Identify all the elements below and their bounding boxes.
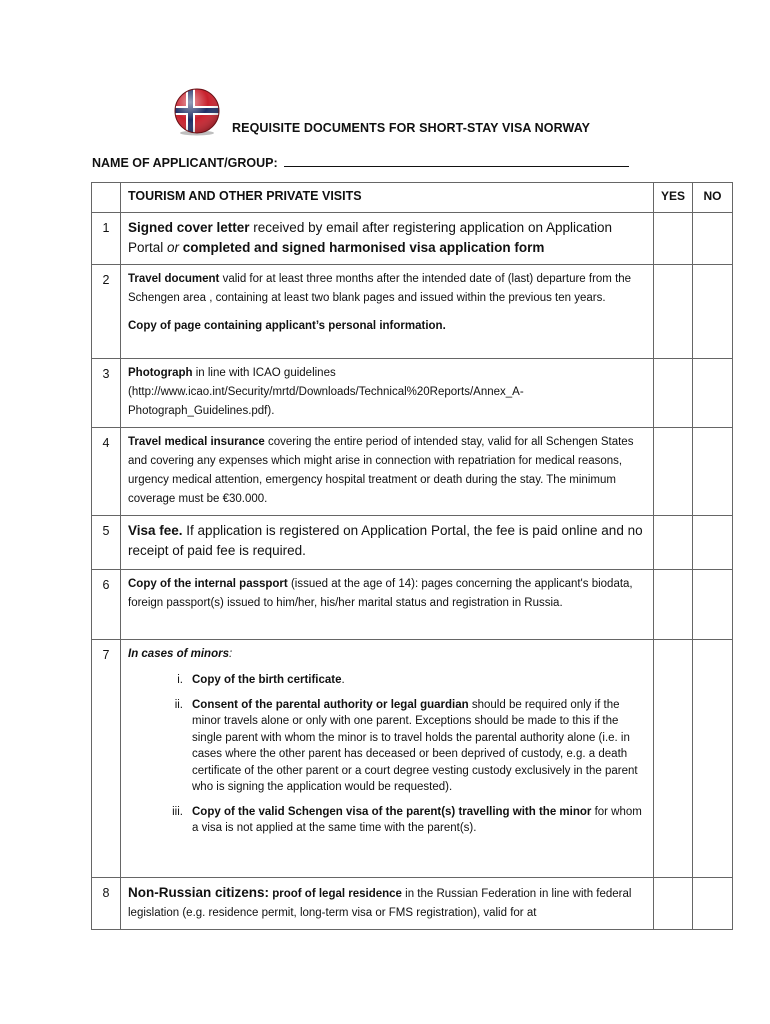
requirement-text-cell [121,516,654,570]
text-run: Consent of the parental authority or legal guardian [192,698,469,711]
text-run: Copy of the valid Schengen visa of the parent(s) travelling with the minor [192,805,592,818]
text-run: should be required only if the minor travels alone or only with one parent. Exceptions should be made to this if the single parent with whom the minor is to travel holds the parental authority alone (i.e. in cases where the other parent has deceased or been deprived of custody, e.g. a death certificate of the other parent or a court degree vesting custody exclusively in the parent who is signing the application would be requested). [192,698,638,793]
requirement-paragraph [128,645,647,664]
text-run: : [228,648,233,660]
requirement-paragraph [128,575,647,613]
row-number: 1 [92,213,121,265]
no-checkbox-cell[interactable] [693,570,733,640]
section-title-cell [121,183,654,213]
text-run: received by email after registering application on Application Portal [128,220,613,255]
row-number: 3 [92,359,121,428]
yes-checkbox-cell[interactable] [654,516,693,570]
yes-checkbox-cell[interactable] [654,213,693,265]
text-run: for whom a visa is not applied at the same time with the parent(s). [192,805,642,834]
table-row [92,516,733,570]
sub-item-text [192,672,647,689]
text-run: If application is registered on Application Portal, the fee is paid online and no receipt of paid fee is required. [128,523,643,558]
text-run: in line with ICAO guidelines (http://www.icao.int/Security/mrtd/Downloads/Technical%20Reports/Annex_A-Photograph_Guidelines.pdf). [128,367,524,417]
sub-item-marker: i. [177,674,183,686]
requirement-text-cell [121,428,654,516]
requirement-paragraph [128,521,647,561]
table-row [92,213,733,265]
requirement-paragraph [128,433,647,509]
requirement-text-cell [121,570,654,640]
sub-item-marker: iii. [172,805,183,818]
paragraph-spacer [128,308,647,317]
no-header: NO [693,183,733,213]
table-row [92,265,733,359]
norway-flag-seal-icon [172,87,222,137]
requirement-paragraph [128,883,647,923]
sub-item [128,804,647,837]
row-number: 6 [92,570,121,640]
row-number: 5 [92,516,121,570]
requirements-table [91,182,733,930]
no-checkbox-cell[interactable] [693,878,733,930]
requirement-paragraph [128,317,647,336]
text-run: Photograph [128,367,193,379]
text-run: (issued at the age of 14): pages concerning the applicant's biodata, foreign passport(s) issued to him/her, his/her marital status and registration in Russia. [128,578,633,609]
requirement-text-cell [121,878,654,930]
table-row [92,570,733,640]
yes-checkbox-cell[interactable] [654,265,693,359]
no-checkbox-cell[interactable] [693,265,733,359]
row-number: 7 [92,640,121,878]
no-checkbox-cell[interactable] [693,359,733,428]
text-run: completed and signed harmonised visa application form [179,240,545,255]
no-checkbox-cell[interactable] [693,516,733,570]
text-run: or [167,240,180,255]
yes-checkbox-cell[interactable] [654,428,693,516]
requirement-text-cell [121,359,654,428]
requirement-paragraph [128,218,647,258]
yes-checkbox-cell[interactable] [654,570,693,640]
row-number: 8 [92,878,121,930]
text-run: Copy of the internal passport [128,578,288,590]
text-run: Non-Russian citizens: [128,885,270,900]
requirement-text-cell [121,265,654,359]
applicant-label: NAME OF APPLICANT/GROUP: [92,156,278,170]
text-run: Travel medical insurance [128,436,265,448]
text-run: Visa fee. [128,523,183,538]
document-title: REQUISITE DOCUMENTS FOR SHORT-STAY VISA NORWAY [232,121,591,135]
table-row [92,359,733,428]
sub-item-text [192,697,647,796]
table-row [92,878,733,930]
requirement-paragraph [128,364,647,421]
yes-checkbox-cell[interactable] [654,359,693,428]
no-checkbox-cell[interactable] [693,428,733,516]
requirement-text-cell [121,640,654,878]
text-run: covering the entire period of intended stay, valid for all Schengen States and covering any expenses which might arise in connection with repatriation for medical reasons, urgency medical attention, emergency hospital treatment or death during the stay. The minimum coverage must be €30.000. [128,436,634,505]
yes-header: YES [654,183,693,213]
requirement-paragraph [128,270,647,308]
yes-checkbox-cell[interactable] [654,878,693,930]
row-number: 2 [92,265,121,359]
table-header-row [92,183,733,213]
header-num-cell [92,183,121,213]
text-run: proof of legal residence [269,888,402,900]
sub-item-marker: ii. [174,698,183,711]
row-number: 4 [92,428,121,516]
text-run: valid for at least three months after the intended date of (last) departure from the Schengen area , containing at least two blank pages and issued within the previous ten years. [128,273,632,304]
text-run: . [341,674,345,686]
sub-item [128,697,647,796]
table-row [92,428,733,516]
text-run: in the Russian Federation in line with federal legislation (e.g. residence permit, long-term visa or FMS registration), valid for at [128,888,632,919]
section-title: TOURISM AND OTHER PRIVATE VISITS [128,189,362,203]
text-run: Copy of the birth certificate [192,674,342,686]
text-run: Signed cover letter [128,220,250,235]
yes-checkbox-cell[interactable] [654,640,693,878]
sub-item-text [192,804,647,837]
sub-item [128,672,647,689]
requirement-text-cell [121,213,654,265]
no-checkbox-cell[interactable] [693,213,733,265]
applicant-name-field [92,154,629,170]
table-row [92,640,733,878]
text-run: Copy of page containing applicant’s personal information. [128,320,446,332]
applicant-name-blank-line [284,154,629,167]
text-run: Travel document [128,273,220,285]
text-run: In cases of minors [128,648,229,660]
no-checkbox-cell[interactable] [693,640,733,878]
